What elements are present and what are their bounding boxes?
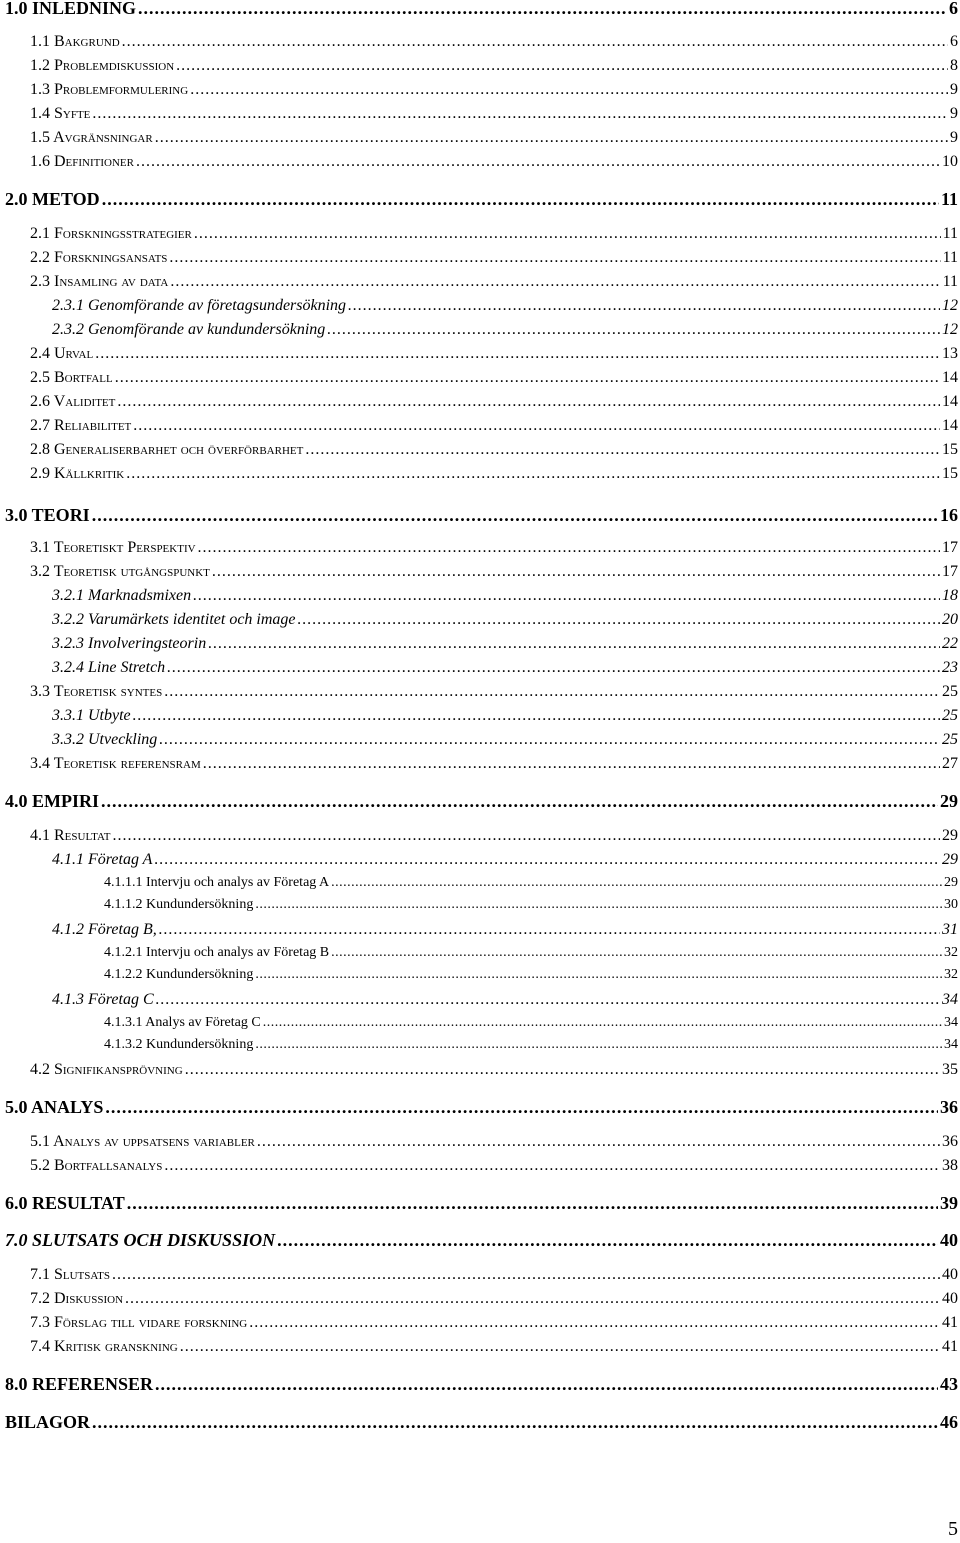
toc-entry-title: 1.1 Bakgrund (30, 33, 120, 50)
toc-entry-title: 4.1.1.2 Kundundersökning (104, 897, 254, 912)
toc-entry-page: 46 (940, 1412, 958, 1432)
toc-dot-leader (331, 875, 942, 891)
toc-entry-page: 18 (942, 587, 958, 604)
toc-entry-page: 16 (940, 505, 958, 525)
toc-entry-2-3[interactable] (30, 273, 958, 291)
toc-entry-4-1-3-2[interactable] (104, 1037, 958, 1053)
toc-dot-leader (170, 273, 940, 291)
toc-dot-leader (127, 1193, 938, 1214)
toc-dot-leader (136, 153, 940, 171)
toc-entry-title: 2.3.2 Genomförande av kundundersökning (52, 321, 326, 338)
toc-entry-title: 7.3 Förslag till vidare forskning (30, 1314, 248, 1331)
toc-entry-page: 9 (950, 81, 958, 98)
toc-entry-page: 38 (942, 1157, 958, 1174)
toc-entry-page: 34 (942, 991, 958, 1008)
toc-entry-1-5[interactable] (30, 129, 958, 147)
toc-entry-title: 4.0 EMPIRI (5, 791, 99, 811)
toc-entry-page: 6 (950, 33, 958, 50)
toc-entry-page: 34 (944, 1015, 958, 1030)
toc-dot-leader (117, 393, 940, 411)
toc-dot-leader (164, 683, 940, 701)
toc-entry-2-6[interactable] (30, 393, 958, 411)
toc-entry-7-2[interactable] (30, 1290, 958, 1308)
toc-entry-page: 34 (944, 1037, 958, 1052)
toc-dot-leader (138, 0, 947, 19)
toc-entry-3-3[interactable] (30, 683, 958, 701)
toc-entry-page: 43 (940, 1374, 958, 1394)
toc-entry-title: 2.7 Reliabilitet (30, 417, 132, 434)
toc-dot-leader (156, 991, 940, 1009)
toc-entry-title: 2.0 METOD (5, 189, 100, 209)
toc-entry-title: 7.4 Kritisk granskning (30, 1338, 178, 1355)
toc-dot-leader (263, 1015, 942, 1031)
toc-entry-title: 2.8 Generaliserbarhet och överförbarhet (30, 441, 304, 458)
toc-entry-title: 2.3.1 Genomförande av företagsundersökning (52, 297, 347, 314)
toc-dot-leader (305, 441, 940, 459)
toc-entry-3-0[interactable] (5, 505, 958, 526)
toc-entry-title: 5.2 Bortfallsanalys (30, 1157, 163, 1174)
toc-dot-leader (155, 1374, 938, 1395)
toc-entry-4-1-1[interactable] (52, 851, 958, 869)
toc-dot-leader (327, 321, 940, 339)
toc-entry-2-9[interactable] (30, 465, 958, 483)
toc-dot-leader (159, 731, 940, 749)
toc-entry-title: 7.1 Slutsats (30, 1266, 110, 1283)
toc-entry-title: 1.2 Problemdiskussion (30, 57, 175, 74)
toc-entry-2-4[interactable] (30, 345, 958, 363)
toc-entry-4-1-1-2[interactable] (104, 897, 958, 913)
toc-dot-leader (115, 369, 940, 387)
toc-entry-title: 2.4 Urval (30, 345, 94, 362)
toc-dot-leader (159, 921, 940, 939)
toc-dot-leader (105, 1097, 938, 1118)
toc-dot-leader (92, 505, 938, 526)
toc-entry-3-2-3[interactable] (52, 635, 958, 653)
toc-dot-leader (155, 129, 948, 147)
toc-entry-page: 10 (942, 153, 958, 170)
toc-entry-title: 4.1.1.1 Intervju och analys av Företag A (104, 875, 330, 890)
toc-entry-4-1-2-1[interactable] (104, 945, 958, 961)
toc-entry-page: 36 (942, 1133, 958, 1150)
toc-dot-leader (255, 1037, 942, 1053)
toc-dot-leader (133, 417, 940, 435)
toc-entry-page: 20 (942, 611, 958, 628)
toc-entry-page: 40 (942, 1266, 958, 1283)
toc-entry-title: 2.5 Bortfall (30, 369, 113, 386)
toc-entry-5-1[interactable] (30, 1133, 958, 1151)
toc-dot-leader (180, 1338, 940, 1356)
toc-entry-7-3[interactable] (30, 1314, 958, 1332)
toc-entry-title: 2.1 Forskningsstrategier (30, 225, 192, 242)
toc-entry-title: 4.1.2 Företag B, (52, 921, 157, 938)
toc-entry-page: 25 (942, 731, 958, 748)
toc-entry-3-4[interactable] (30, 755, 958, 773)
toc-entry-title: 3.2 Teoretisk utgångspunkt (30, 563, 210, 580)
toc-entry-bilagor[interactable] (5, 1412, 958, 1433)
toc-dot-leader (277, 1230, 938, 1251)
toc-entry-2-5[interactable] (30, 369, 958, 387)
toc-entry-1-2[interactable] (30, 57, 958, 75)
toc-dot-leader (212, 563, 940, 581)
toc-entry-3-2-4[interactable] (52, 659, 958, 677)
toc-entry-title: 3.2.3 Involveringsteorin (52, 635, 207, 652)
toc-entry-3-2[interactable] (30, 563, 958, 581)
toc-dot-leader (203, 755, 940, 773)
toc-entry-page: 12 (942, 297, 958, 314)
toc-entry-title: 4.1.3 Företag C (52, 991, 154, 1008)
toc-dot-leader (176, 57, 948, 75)
toc-dot-leader (122, 33, 948, 51)
toc-entry-page: 14 (942, 393, 958, 410)
toc-entry-title: 3.3.2 Utveckling (52, 731, 158, 748)
page-number: 5 (948, 1518, 958, 1540)
toc-entry-1-4[interactable] (30, 105, 958, 123)
toc-entry-page: 15 (942, 441, 958, 458)
toc-entry-page: 25 (942, 683, 958, 700)
toc-dot-leader (164, 1157, 940, 1175)
toc-entry-5-2[interactable] (30, 1157, 958, 1175)
toc-entry-8-0[interactable] (5, 1374, 958, 1395)
toc-entry-title: 2.6 Validitet (30, 393, 116, 410)
toc-entry-page: 22 (942, 635, 958, 652)
toc-entry-2-7[interactable] (30, 417, 958, 435)
toc-entry-6-0[interactable] (5, 1193, 958, 1214)
toc-entry-5-0[interactable] (5, 1097, 958, 1118)
toc-entry-page: 14 (942, 369, 958, 386)
toc-entry-page: 8 (950, 57, 958, 74)
toc-entry-page: 29 (944, 875, 958, 890)
toc-dot-leader (298, 611, 940, 629)
toc-entry-title: 3.0 TEORI (5, 505, 90, 525)
toc-entry-page: 41 (942, 1314, 958, 1331)
toc-dot-leader (92, 105, 948, 123)
toc-entry-page: 14 (942, 417, 958, 434)
toc-entry-page: 39 (940, 1193, 958, 1213)
toc-entry-page: 40 (940, 1230, 958, 1250)
toc-entry-4-1-2-2[interactable] (104, 967, 958, 983)
toc-entry-title: 2.3 Insamling av data (30, 273, 169, 290)
toc-entry-page: 40 (942, 1290, 958, 1307)
toc-entry-page: 13 (942, 345, 958, 362)
toc-entry-4-1-2[interactable] (52, 921, 958, 939)
toc-entry-2-3-2[interactable] (52, 321, 958, 339)
toc-entry-1-3[interactable] (30, 81, 958, 99)
toc-entry-page: 12 (942, 321, 958, 338)
toc-dot-leader (101, 791, 938, 812)
toc-dot-leader (193, 587, 940, 605)
toc-entry-title: 3.3.1 Utbyte (52, 707, 131, 724)
toc-entry-2-0[interactable] (5, 189, 958, 210)
toc-dot-leader (348, 297, 940, 315)
toc-entry-page: 32 (944, 945, 958, 960)
toc-entry-page: 6 (949, 0, 958, 18)
toc-entry-title: 1.3 Problemformulering (30, 81, 189, 98)
toc-dot-leader (255, 897, 942, 913)
toc-entry-title: 4.2 Signifikansprövning (30, 1061, 183, 1078)
toc-entry-2-2[interactable] (30, 249, 958, 267)
toc-entry-page: 9 (950, 105, 958, 122)
toc-entry-title: 4.1.3.2 Kundundersökning (104, 1037, 254, 1052)
toc-entry-1-6[interactable] (30, 153, 958, 171)
toc-entry-title: 1.0 INLEDNING (5, 0, 137, 18)
toc-entry-page: 30 (944, 897, 958, 912)
toc-dot-leader (257, 1133, 940, 1151)
toc-dot-leader (92, 1412, 938, 1433)
toc-entry-page: 11 (940, 189, 958, 209)
toc-entry-page: 29 (940, 791, 958, 811)
toc-dot-leader (255, 967, 942, 983)
toc-entry-title: 4.1.2.1 Intervju och analys av Företag B (104, 945, 330, 960)
toc-entry-title: 1.6 Definitioner (30, 153, 134, 170)
toc-entry-title: 8.0 REFERENSER (5, 1374, 154, 1394)
toc-entry-title: 5.0 ANALYS (5, 1097, 104, 1117)
toc-entry-title: 4.1.3.1 Analys av Företag C (104, 1015, 261, 1030)
toc-dot-leader (133, 707, 940, 725)
toc-entry-2-3-1[interactable] (52, 297, 958, 315)
toc-dot-leader (95, 345, 940, 363)
toc-entry-2-8[interactable] (30, 441, 958, 459)
toc-entry-title: 1.4 Syfte (30, 105, 91, 122)
toc-entry-page: 9 (950, 129, 958, 146)
toc-entry-3-3-1[interactable] (52, 707, 958, 725)
toc-dot-leader (112, 827, 940, 845)
toc-dot-leader (198, 539, 940, 557)
toc-entry-3-3-2[interactable] (52, 731, 958, 749)
toc-entry-2-1[interactable] (30, 225, 958, 243)
toc-dot-leader (154, 851, 940, 869)
toc-entry-4-1-1-1[interactable] (104, 875, 958, 891)
toc-entry-page: 11 (942, 249, 958, 266)
toc-dot-leader (185, 1061, 940, 1079)
toc-entry-page: 27 (942, 755, 958, 772)
toc-dot-leader (102, 189, 939, 210)
toc-entry-title: 7.0 SLUTSATS OCH DISKUSSION (5, 1230, 276, 1250)
toc-entry-title: 3.2.1 Marknadsmixen (52, 587, 192, 604)
toc-entry-title: 4.1.2.2 Kundundersökning (104, 967, 254, 982)
toc-entry-page: 11 (942, 273, 958, 290)
toc-entry-title: 6.0 RESULTAT (5, 1193, 125, 1213)
toc-entry-page: 29 (942, 827, 958, 844)
toc-entry-7-0[interactable] (5, 1230, 958, 1251)
toc-entry-page: 36 (940, 1097, 958, 1117)
toc-entry-title: BILAGOR (5, 1412, 91, 1432)
toc-entry-page: 15 (942, 465, 958, 482)
toc-entry-7-4[interactable] (30, 1338, 958, 1356)
toc-entry-3-2-2[interactable] (52, 611, 958, 629)
toc-entry-4-1[interactable] (30, 827, 958, 845)
toc-entry-title: 3.2.2 Varumärkets identitet och image (52, 611, 296, 628)
toc-dot-leader (190, 81, 948, 99)
toc-entry-title: 4.1 Resultat (30, 827, 111, 844)
toc-entry-page: 32 (944, 967, 958, 982)
toc-dot-leader (208, 635, 940, 653)
toc-dot-leader (126, 465, 940, 483)
toc-entry-title: 3.2.4 Line Stretch (52, 659, 166, 676)
toc-entry-title: 2.9 Källkritik (30, 465, 125, 482)
toc-dot-leader (112, 1266, 940, 1284)
toc-entry-page: 31 (942, 921, 958, 938)
toc-entry-page: 41 (942, 1338, 958, 1355)
toc-entry-4-2[interactable] (30, 1061, 958, 1079)
toc-dot-leader (125, 1290, 940, 1308)
toc-entry-title: 4.1.1 Företag A (52, 851, 153, 868)
toc-entry-4-0[interactable] (5, 791, 958, 812)
toc-entry-page: 17 (942, 539, 958, 556)
toc-entry-title: 5.1 Analys av uppsatsens variabler (30, 1133, 255, 1150)
toc-entry-page: 25 (942, 707, 958, 724)
toc-entry-7-1[interactable] (30, 1266, 958, 1284)
toc-entry-title: 3.4 Teoretisk referensram (30, 755, 201, 772)
toc-entry-3-1[interactable] (30, 539, 958, 557)
toc-dot-leader (249, 1314, 940, 1332)
toc-entry-1-0[interactable] (5, 0, 958, 19)
toc-entry-page: 11 (942, 225, 958, 242)
toc-entry-page: 17 (942, 563, 958, 580)
toc-entry-4-1-3[interactable] (52, 991, 958, 1009)
toc-entry-title: 3.3 Teoretisk syntes (30, 683, 163, 700)
toc-entry-1-1[interactable] (30, 33, 958, 51)
toc-entry-title: 2.2 Forskningsansats (30, 249, 168, 266)
toc-entry-page: 29 (942, 851, 958, 868)
toc-entry-page: 23 (942, 659, 958, 676)
toc-entry-4-1-3-1[interactable] (104, 1015, 958, 1031)
toc-entry-title: 1.5 Avgränsningar (30, 129, 153, 146)
toc-dot-leader (194, 225, 941, 243)
toc-entry-3-2-1[interactable] (52, 587, 958, 605)
toc-dot-leader (169, 249, 940, 267)
toc-entry-page: 35 (942, 1061, 958, 1078)
toc-dot-leader (167, 659, 940, 677)
toc-entry-title: 7.2 Diskussion (30, 1290, 124, 1307)
toc-entry-title: 3.1 Teoretiskt Perspektiv (30, 539, 196, 556)
toc-dot-leader (331, 945, 942, 961)
